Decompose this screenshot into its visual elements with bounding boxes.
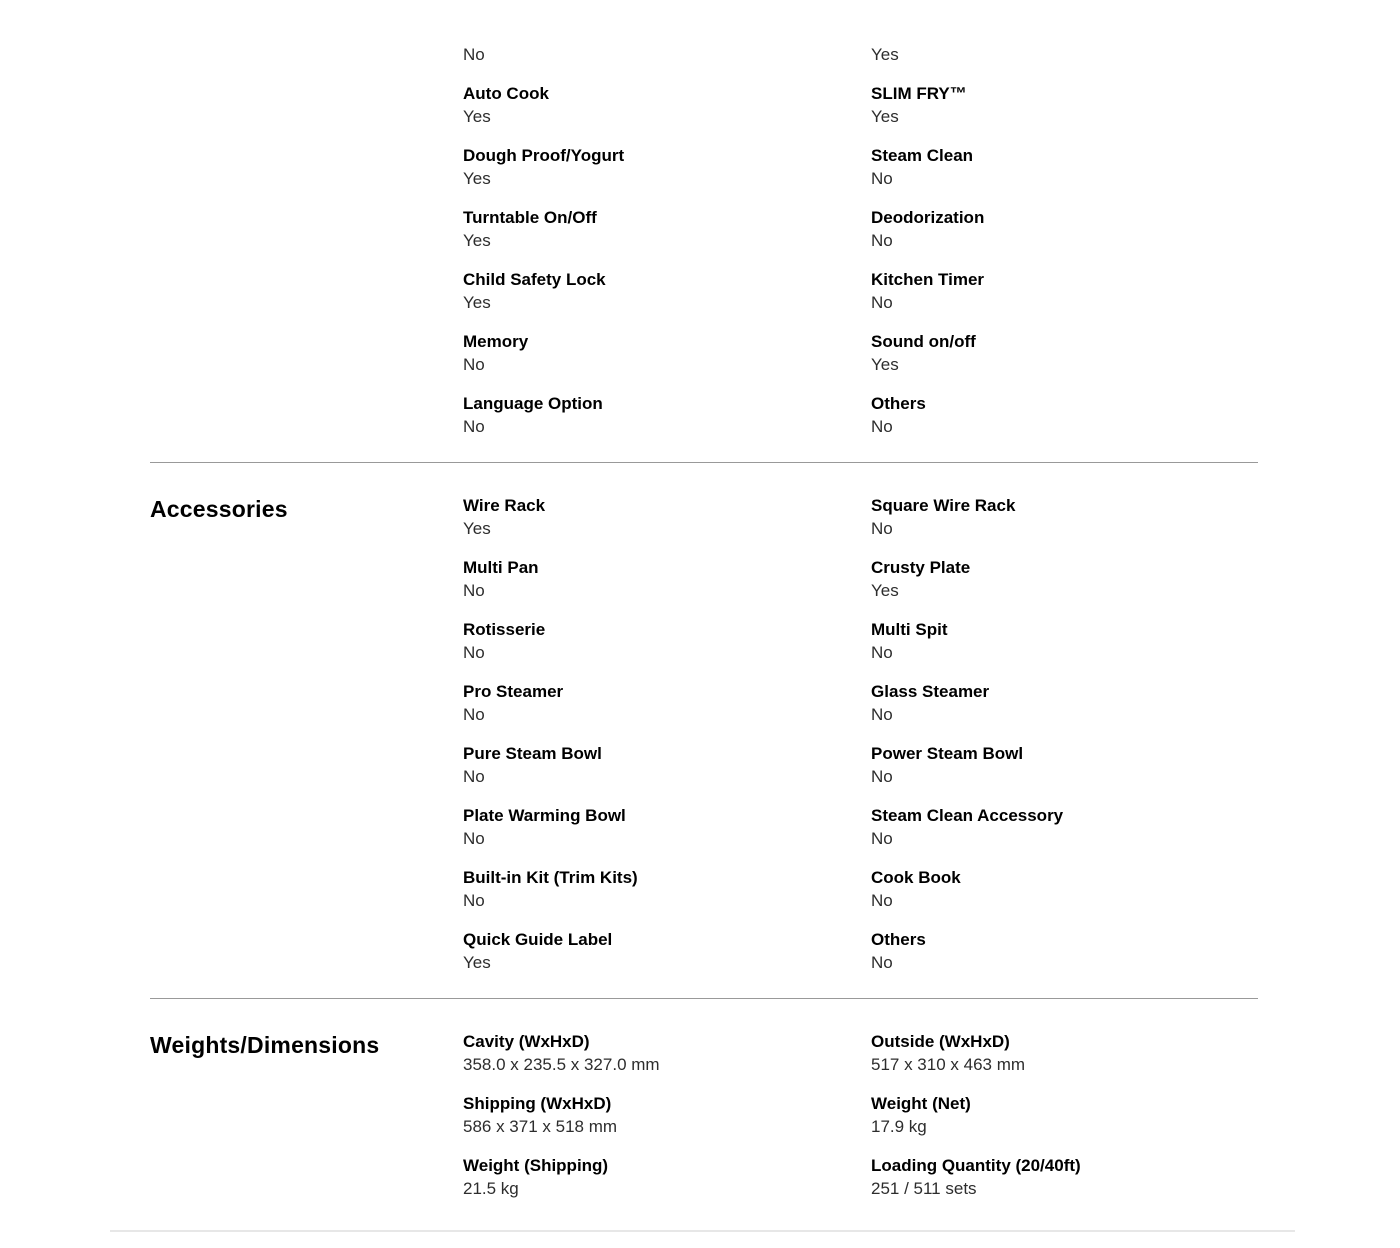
- spec-value: 251 / 511 sets: [871, 1179, 977, 1198]
- spec-value: 21.5 kg: [463, 1179, 519, 1198]
- spec-label: Kitchen Timer: [871, 270, 985, 289]
- spec-item: [463, 804, 871, 850]
- spec-label: Loading Quantity (20/40ft): [871, 1156, 1081, 1175]
- spec-item: [463, 268, 871, 314]
- spec-value: 586 x 371 x 518 mm: [463, 1117, 618, 1136]
- spec-label: Memory: [463, 332, 529, 351]
- spec-value: Yes: [871, 107, 899, 126]
- spec-label: Others: [871, 394, 926, 413]
- spec-label: Quick Guide Label: [463, 930, 613, 949]
- spec-label: Shipping (WxHxD): [463, 1094, 612, 1113]
- spec-item: [463, 742, 871, 788]
- spec-value: No: [463, 767, 485, 786]
- spec-label: Sound on/off: [871, 332, 976, 351]
- spec-item: [871, 392, 1258, 438]
- spec-item: [463, 330, 871, 376]
- spec-item: [871, 43, 1258, 66]
- spec-item: [463, 866, 871, 912]
- spec-value: No: [463, 829, 485, 848]
- spec-item: [463, 206, 871, 252]
- spec-value: No: [463, 705, 485, 724]
- spec-value: Yes: [463, 107, 491, 126]
- section-head: [150, 494, 463, 990]
- spec-label: Crusty Plate: [871, 558, 971, 577]
- spec-value: No: [871, 231, 893, 250]
- spec-item: [463, 494, 871, 540]
- spec-label: Plate Warming Bowl: [463, 806, 626, 825]
- spec-label: Power Steam Bowl: [871, 744, 1024, 763]
- spec-item: [871, 1030, 1258, 1076]
- spec-item: [871, 494, 1258, 540]
- section-head: [150, 1030, 463, 1216]
- spec-item: [463, 680, 871, 726]
- spec-label: Auto Cook: [463, 84, 549, 103]
- spec-item: [463, 82, 871, 128]
- spec-label: Others: [871, 930, 926, 949]
- spec-column-left: [463, 1030, 871, 1216]
- spec-value: No: [463, 355, 485, 374]
- spec-value: No: [871, 891, 893, 910]
- section-features-partial: [150, 0, 1258, 462]
- spec-item: [871, 268, 1258, 314]
- spec-item: [463, 43, 871, 66]
- spec-label: Rotisserie: [463, 620, 546, 639]
- spec-label: Multi Pan: [463, 558, 539, 577]
- spec-item: [463, 1154, 871, 1200]
- spec-column-right: [871, 43, 1258, 454]
- spec-value: No: [463, 891, 485, 910]
- spec-label: Multi Spit: [871, 620, 948, 639]
- spec-label: Turntable On/Off: [463, 208, 597, 227]
- spec-column-left: [463, 43, 871, 454]
- section-title: Accessories: [150, 496, 288, 522]
- spec-value: No: [871, 705, 893, 724]
- spec-column-right: [871, 494, 1258, 990]
- spec-item: [463, 928, 871, 974]
- spec-value: No: [871, 953, 893, 972]
- spec-label: Outside (WxHxD): [871, 1032, 1010, 1051]
- spec-value: No: [463, 417, 485, 436]
- spec-item: [463, 618, 871, 664]
- spec-item: [871, 206, 1258, 252]
- spec-label: Deodorization: [871, 208, 985, 227]
- spec-item: [871, 1154, 1258, 1200]
- spec-label: Steam Clean: [871, 146, 974, 165]
- spec-label: Cavity (WxHxD): [463, 1032, 590, 1051]
- spec-value: No: [463, 643, 485, 662]
- spec-value: Yes: [463, 231, 491, 250]
- spec-item: [463, 1092, 871, 1138]
- spec-label: Wire Rack: [463, 496, 546, 515]
- bottom-divider: [110, 1230, 1295, 1232]
- spec-value: No: [871, 767, 893, 786]
- spec-item: [871, 742, 1258, 788]
- spec-value: No: [463, 45, 485, 64]
- spec-value: Yes: [463, 293, 491, 312]
- spec-value: 517 x 310 x 463 mm: [871, 1055, 1026, 1074]
- spec-item: [871, 618, 1258, 664]
- spec-column-left: [463, 494, 871, 990]
- section-title: Weights/Dimensions: [150, 1032, 380, 1058]
- spec-value: Yes: [871, 581, 899, 600]
- section-weights-dimensions: [150, 999, 1258, 1224]
- spec-value: Yes: [463, 519, 491, 538]
- spec-label: Glass Steamer: [871, 682, 990, 701]
- spec-value: Yes: [871, 45, 899, 64]
- spec-label: Weight (Shipping): [463, 1156, 609, 1175]
- spec-value: 17.9 kg: [871, 1117, 927, 1136]
- spec-item: [463, 392, 871, 438]
- spec-label: Child Safety Lock: [463, 270, 606, 289]
- spec-value: Yes: [871, 355, 899, 374]
- spec-label: Language Option: [463, 394, 603, 413]
- spec-item: [871, 928, 1258, 974]
- spec-item: [463, 144, 871, 190]
- section-accessories: [150, 463, 1258, 998]
- spec-value: No: [463, 581, 485, 600]
- spec-label: Square Wire Rack: [871, 496, 1016, 515]
- spec-item: [871, 556, 1258, 602]
- spec-value: No: [871, 293, 893, 312]
- spec-label: Built-in Kit (Trim Kits): [463, 868, 638, 887]
- spec-value: No: [871, 417, 893, 436]
- spec-item: [871, 144, 1258, 190]
- spec-value: Yes: [463, 953, 491, 972]
- spec-item: [871, 680, 1258, 726]
- spec-label: Steam Clean Accessory: [871, 806, 1064, 825]
- spec-value: Yes: [463, 169, 491, 188]
- spec-label: SLIM FRY™: [871, 84, 967, 103]
- spec-item: [871, 804, 1258, 850]
- spec-value: 358.0 x 235.5 x 327.0 mm: [463, 1055, 660, 1074]
- spec-label: Pro Steamer: [463, 682, 564, 701]
- spec-item: [871, 82, 1258, 128]
- spec-item: [871, 1092, 1258, 1138]
- spec-item: [871, 330, 1258, 376]
- spec-page: [150, 0, 1258, 1224]
- spec-item: [463, 556, 871, 602]
- spec-label: Dough Proof/Yogurt: [463, 146, 625, 165]
- spec-label: Cook Book: [871, 868, 961, 887]
- spec-value: No: [871, 519, 893, 538]
- section-head: [150, 43, 463, 454]
- spec-item: [463, 1030, 871, 1076]
- spec-value: No: [871, 643, 893, 662]
- spec-value: No: [871, 829, 893, 848]
- spec-value: No: [871, 169, 893, 188]
- spec-label: Weight (Net): [871, 1094, 971, 1113]
- spec-label: Pure Steam Bowl: [463, 744, 602, 763]
- spec-column-right: [871, 1030, 1258, 1216]
- spec-item: [871, 866, 1258, 912]
